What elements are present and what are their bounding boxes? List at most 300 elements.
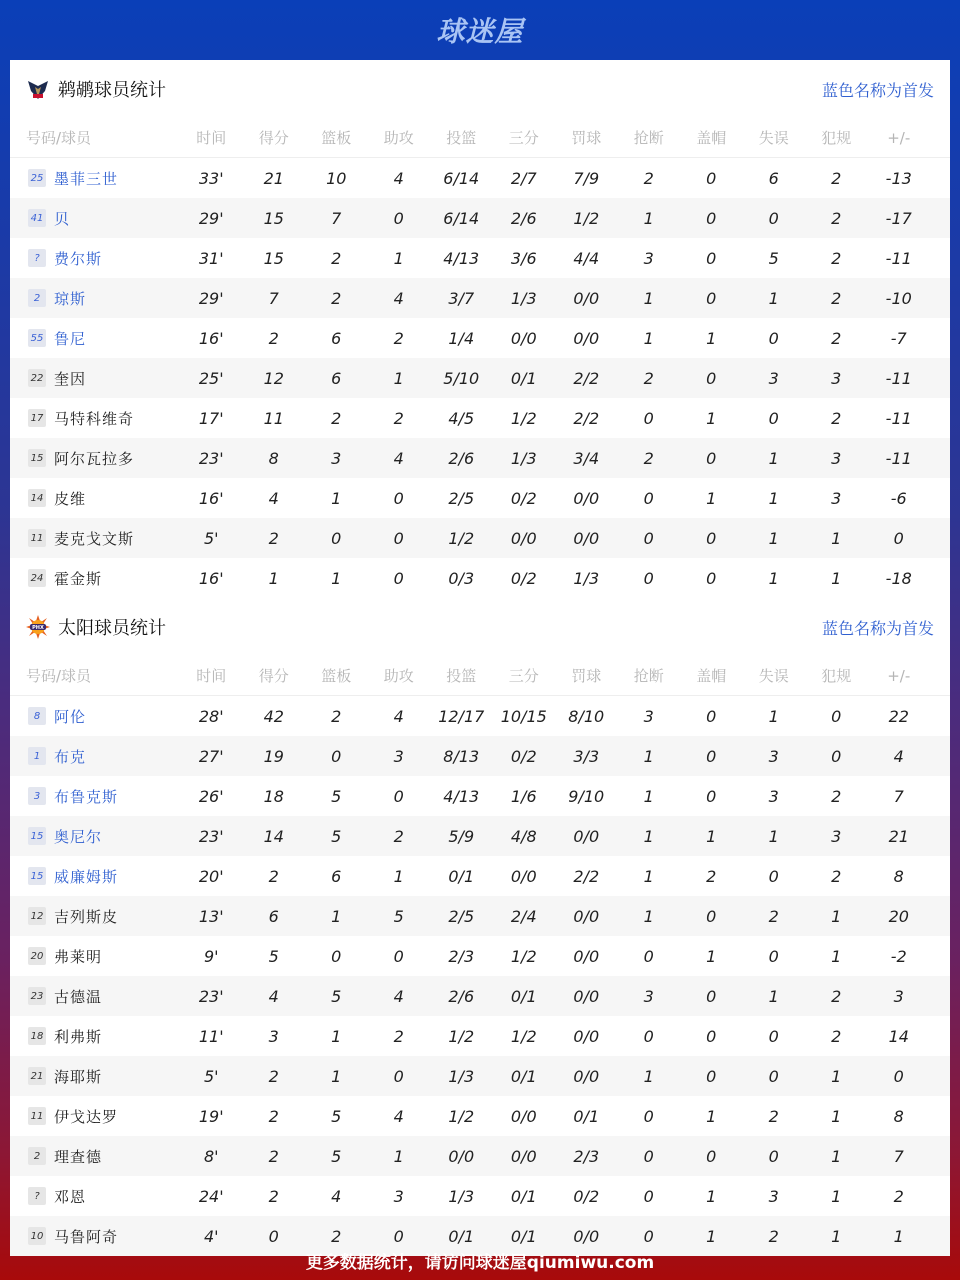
stat-cell: 3 — [831, 448, 842, 468]
stat-cell: 2 — [393, 1026, 404, 1046]
player-cell[interactable] — [10, 746, 180, 767]
stat-cell: 3 — [768, 786, 779, 806]
player-cell[interactable] — [10, 568, 180, 589]
stat-cell: 0 — [393, 568, 404, 588]
column-header: 三分 — [508, 129, 539, 147]
stat-cell: 1 — [643, 746, 654, 766]
player-name[interactable]: 古德温 — [54, 987, 103, 1006]
table-row[interactable] — [10, 398, 950, 438]
table-row[interactable] — [10, 278, 950, 318]
stat-cell: 0 — [706, 248, 717, 268]
stat-cell: 0 — [768, 328, 779, 348]
stat-cell: 4 — [393, 168, 404, 188]
stat-cell: 5 — [331, 826, 342, 846]
jersey-number-badge: 17 — [28, 409, 46, 427]
team-title — [26, 76, 166, 102]
table-row[interactable] — [10, 936, 950, 976]
stat-cell: 0 — [393, 786, 404, 806]
stat-cell: 1 — [768, 568, 779, 588]
stat-cell: 1/3 — [510, 448, 537, 468]
stat-cell: 0 — [706, 168, 717, 188]
stat-cell: 2 — [331, 248, 342, 268]
stat-cell: 27' — [198, 746, 224, 766]
stat-cell: 2/2 — [573, 866, 600, 886]
table-row[interactable] — [10, 358, 950, 398]
section-header — [10, 60, 950, 118]
player-name[interactable]: 费尔斯 — [54, 249, 103, 268]
player-cell[interactable] — [10, 826, 180, 847]
player-cell[interactable] — [10, 208, 180, 229]
stat-cell: 0/0 — [510, 328, 537, 348]
stat-cell: 0 — [706, 986, 717, 1006]
jersey-number-badge: 12 — [28, 907, 46, 925]
stat-cell: 0/0 — [573, 288, 600, 308]
stat-cell: 4 — [393, 706, 404, 726]
stat-cell: 9/10 — [568, 786, 605, 806]
stat-cell: 2/5 — [448, 906, 475, 926]
player-cell[interactable] — [10, 906, 180, 927]
stat-cell: 14 — [888, 1026, 909, 1046]
table-row[interactable] — [10, 776, 950, 816]
stat-cell: 2/5 — [448, 488, 475, 508]
stat-cell: 6/14 — [443, 208, 480, 228]
jersey-number-badge: 1 — [28, 747, 46, 765]
stat-cell: -13 — [885, 168, 912, 188]
stat-cell: 4/8 — [510, 826, 537, 846]
stat-cell: 0 — [393, 208, 404, 228]
table-row[interactable] — [10, 238, 950, 278]
jersey-number-badge: 25 — [28, 169, 46, 187]
stat-cell: 2 — [268, 1186, 279, 1206]
stat-cell: 0/1 — [510, 986, 537, 1006]
stat-cell: 0 — [706, 1066, 717, 1086]
stat-cell: 29' — [198, 288, 224, 308]
stat-cell: 15 — [263, 248, 284, 268]
stat-cell: 2 — [706, 866, 717, 886]
column-header: 助攻 — [383, 129, 414, 147]
player-name[interactable]: 皮维 — [54, 489, 87, 508]
jersey-number-badge: 20 — [28, 947, 46, 965]
stat-cell: 2 — [643, 448, 654, 468]
table-row[interactable] — [10, 736, 950, 776]
stat-cell: 0 — [706, 706, 717, 726]
table-row[interactable] — [10, 1016, 950, 1056]
player-name[interactable]: 霍金斯 — [54, 569, 103, 588]
stat-cell: 2 — [768, 1106, 779, 1126]
column-header: 篮板 — [321, 129, 352, 147]
stat-cell: 0/1 — [510, 1186, 537, 1206]
stat-cell: 6 — [331, 866, 342, 886]
stat-cell: 6 — [268, 906, 279, 926]
stat-cell: 0 — [706, 786, 717, 806]
stat-cell: 1 — [331, 906, 342, 926]
player-name[interactable]: 邓恩 — [54, 1187, 87, 1206]
player-name[interactable]: 利弗斯 — [54, 1027, 103, 1046]
column-header: 犯规 — [821, 667, 852, 685]
stat-cell: 1/3 — [573, 568, 600, 588]
stat-cell: 1 — [331, 1066, 342, 1086]
stat-cell: 1 — [768, 448, 779, 468]
column-header: 篮板 — [321, 667, 352, 685]
table-row[interactable] — [10, 896, 950, 936]
table-row[interactable] — [10, 696, 950, 736]
stat-cell: 20' — [198, 866, 224, 886]
stat-cell: 11 — [263, 408, 284, 428]
stat-cell: 0 — [331, 746, 342, 766]
player-cell[interactable] — [10, 946, 180, 967]
stat-cell: 8 — [893, 866, 904, 886]
table-row[interactable] — [10, 198, 950, 238]
stat-cell: 1 — [706, 1106, 717, 1126]
suns-logo-icon — [26, 615, 50, 639]
stat-cell: 0 — [393, 1066, 404, 1086]
table-row[interactable] — [10, 1096, 950, 1136]
stat-cell: -10 — [885, 288, 912, 308]
stat-cell: 5' — [203, 1066, 219, 1086]
stat-cell: 33' — [198, 168, 224, 188]
stat-cell: 7/9 — [573, 168, 600, 188]
stat-cell: 1 — [831, 1106, 842, 1126]
player-name[interactable]: 海耶斯 — [54, 1067, 103, 1086]
stat-cell: 5 — [331, 786, 342, 806]
pelicans-logo-icon — [26, 77, 50, 101]
table-row[interactable] — [10, 856, 950, 896]
stat-cell: 25' — [198, 368, 224, 388]
stat-cell: 12 — [263, 368, 284, 388]
jersey-number-badge: ? — [28, 249, 46, 267]
stat-cell: 3 — [643, 986, 654, 1006]
table-row[interactable] — [10, 518, 950, 558]
player-name[interactable]: 阿伦 — [54, 707, 87, 726]
stat-cell: 1 — [393, 368, 404, 388]
stat-cell: 0 — [643, 528, 654, 548]
stat-cell: 2/3 — [573, 1146, 600, 1166]
column-header: +/- — [887, 128, 911, 147]
stat-cell: 5' — [203, 528, 219, 548]
player-cell[interactable] — [10, 408, 180, 429]
stat-cell: 16' — [198, 328, 224, 348]
player-name[interactable]: 麦克戈文斯 — [54, 529, 135, 548]
column-header: 盖帽 — [696, 129, 727, 147]
stat-cell: 4/4 — [573, 248, 600, 268]
stat-cell: 2/2 — [573, 408, 600, 428]
stat-cell: 1/6 — [510, 786, 537, 806]
player-name[interactable]: 鲁尼 — [54, 329, 87, 348]
stat-cell: 4 — [893, 746, 904, 766]
jersey-number-badge: 3 — [28, 787, 46, 805]
player-cell[interactable] — [10, 168, 180, 189]
stat-cell: 4 — [393, 448, 404, 468]
stat-cell: 16' — [198, 488, 224, 508]
column-header: 时间 — [196, 129, 227, 147]
stat-cell: 6 — [331, 328, 342, 348]
stat-cell: 1/2 — [510, 946, 537, 966]
player-cell[interactable] — [10, 448, 180, 469]
player-cell[interactable] — [10, 1026, 180, 1047]
stat-cell: 2/2 — [573, 368, 600, 388]
stat-cell: 11' — [198, 1026, 224, 1046]
stat-cell: 1 — [768, 528, 779, 548]
table-row[interactable] — [10, 438, 950, 478]
jersey-number-badge: 15 — [28, 827, 46, 845]
column-header: +/- — [887, 666, 911, 685]
stat-cell: 1 — [393, 1146, 404, 1166]
player-cell[interactable] — [10, 288, 180, 309]
stat-cell: 1 — [393, 866, 404, 886]
player-cell[interactable] — [10, 986, 180, 1007]
stat-cell: 8' — [203, 1146, 219, 1166]
column-header: 失误 — [758, 667, 789, 685]
stat-cell: 1/2 — [448, 1106, 475, 1126]
table-row[interactable] — [10, 816, 950, 856]
stat-cell: 2 — [331, 1226, 342, 1246]
stat-cell: 0/1 — [510, 1066, 537, 1086]
stat-cell: 1 — [643, 826, 654, 846]
stat-cell: 1 — [831, 528, 842, 548]
player-cell[interactable] — [10, 1186, 180, 1207]
jersey-number-badge: 2 — [28, 289, 46, 307]
stat-cell: 2 — [831, 786, 842, 806]
stat-cell: 2 — [331, 706, 342, 726]
jersey-number-badge: 55 — [28, 329, 46, 347]
table-row[interactable] — [10, 1176, 950, 1216]
column-header: 失误 — [758, 129, 789, 147]
player-name[interactable]: 奎因 — [54, 369, 87, 388]
player-name[interactable]: 马特科维奇 — [54, 409, 135, 428]
stat-cell: 5 — [331, 1106, 342, 1126]
stat-cell: 2/4 — [510, 906, 537, 926]
stat-cell: 23' — [198, 986, 224, 1006]
stat-cell: 0 — [768, 1026, 779, 1046]
stat-cell: 0/0 — [573, 1226, 600, 1246]
table-row[interactable] — [10, 1056, 950, 1096]
column-headers — [10, 118, 950, 158]
stat-cell: 3 — [831, 826, 842, 846]
stat-cell: 2 — [831, 986, 842, 1006]
stat-cell: 42 — [263, 706, 284, 726]
table-row[interactable] — [10, 976, 950, 1016]
stat-cell: 2/6 — [510, 208, 537, 228]
stat-cell: 1 — [393, 248, 404, 268]
stat-cell: 0 — [706, 208, 717, 228]
player-name[interactable]: 布克 — [54, 747, 87, 766]
stat-cell: 7 — [893, 786, 904, 806]
stat-cell: 2 — [268, 1146, 279, 1166]
player-name[interactable]: 理查德 — [54, 1147, 103, 1166]
table-row[interactable] — [10, 558, 950, 598]
player-cell[interactable] — [10, 328, 180, 349]
stat-cell: 2 — [268, 528, 279, 548]
stat-cell: 8 — [893, 1106, 904, 1126]
stat-cell: 0 — [643, 1146, 654, 1166]
stat-cell: 22 — [888, 706, 909, 726]
stat-cell: 0/0 — [510, 866, 537, 886]
stat-cell: 2 — [831, 866, 842, 886]
player-cell[interactable] — [10, 248, 180, 269]
stat-cell: 0/2 — [510, 488, 537, 508]
stat-cell: 1/2 — [448, 1026, 475, 1046]
stat-cell: 0 — [768, 408, 779, 428]
stat-cell: 0/3 — [448, 568, 475, 588]
stat-cell: 0/1 — [448, 866, 475, 886]
column-header: 罚球 — [571, 129, 602, 147]
stat-cell: 3 — [268, 1026, 279, 1046]
player-name[interactable]: 弗莱明 — [54, 947, 103, 966]
stat-cell: 2 — [893, 1186, 904, 1206]
stat-cell: 5 — [768, 248, 779, 268]
stat-cell: 1/2 — [510, 408, 537, 428]
stat-cell: 4 — [268, 986, 279, 1006]
player-name[interactable]: 威廉姆斯 — [54, 867, 119, 886]
stat-cell: 0/1 — [448, 1226, 475, 1246]
stat-cell: 3 — [393, 1186, 404, 1206]
stat-cell: 1 — [643, 288, 654, 308]
stat-cell: 2 — [831, 1026, 842, 1046]
svg-text:PHX: PHX — [32, 625, 44, 631]
column-header: 盖帽 — [696, 667, 727, 685]
stat-cell: 1 — [831, 1146, 842, 1166]
stat-cell: 3/3 — [573, 746, 600, 766]
player-cell[interactable] — [10, 866, 180, 887]
stat-cell: 1 — [643, 208, 654, 228]
stat-cell: 19' — [198, 1106, 224, 1126]
stat-cell: 0/2 — [510, 746, 537, 766]
stat-cell: 4 — [393, 288, 404, 308]
stat-cell: 18 — [263, 786, 284, 806]
player-name[interactable]: 马鲁阿奇 — [54, 1227, 119, 1246]
stat-cell: 3 — [893, 986, 904, 1006]
stat-cell: 0/1 — [510, 1226, 537, 1246]
stat-cell: 10/15 — [500, 706, 547, 726]
stat-cell: 8 — [268, 448, 279, 468]
jersey-number-badge: 15 — [28, 449, 46, 467]
stat-cell: 0 — [831, 706, 842, 726]
table-row[interactable] — [10, 158, 950, 198]
stat-cell: 0/0 — [573, 488, 600, 508]
stat-cell: 0/0 — [573, 328, 600, 348]
stat-cell: 3/7 — [448, 288, 475, 308]
table-row[interactable] — [10, 1136, 950, 1176]
stat-cell: 0 — [643, 1026, 654, 1046]
stat-cell: 1/2 — [510, 1026, 537, 1046]
stat-cell: 0/2 — [573, 1186, 600, 1206]
stat-cell: 1 — [893, 1226, 904, 1246]
stat-cell: 0 — [706, 368, 717, 388]
stat-cell: 0/0 — [573, 1026, 600, 1046]
stat-cell: 20 — [888, 906, 909, 926]
stat-cell: 8/10 — [568, 706, 605, 726]
player-name[interactable]: 贝 — [54, 209, 71, 228]
player-name[interactable]: 墨菲三世 — [54, 169, 119, 188]
player-name[interactable]: 琼斯 — [54, 289, 87, 308]
stat-cell: 0/1 — [573, 1106, 600, 1126]
stat-cell: 5 — [331, 986, 342, 1006]
stat-cell: 1 — [768, 986, 779, 1006]
stat-cell: 5 — [331, 1146, 342, 1166]
stat-cell: 1 — [643, 328, 654, 348]
player-cell[interactable] — [10, 488, 180, 509]
stat-cell: 12/17 — [438, 706, 485, 726]
stat-cell: 0/0 — [573, 946, 600, 966]
stat-cell: 0 — [768, 1146, 779, 1166]
stat-cell: 0 — [706, 746, 717, 766]
stat-cell: 2 — [331, 288, 342, 308]
stat-cell: 13' — [198, 906, 224, 926]
player-cell[interactable] — [10, 368, 180, 389]
player-cell[interactable] — [10, 1106, 180, 1127]
stat-cell: 2 — [331, 408, 342, 428]
player-cell[interactable] — [10, 706, 180, 727]
stat-cell: 4 — [393, 986, 404, 1006]
stat-cell: 3 — [768, 746, 779, 766]
stat-cell: 0/2 — [510, 568, 537, 588]
stat-cell: 2/3 — [448, 946, 475, 966]
stat-cell: 1 — [706, 826, 717, 846]
stat-cell: -7 — [890, 328, 907, 348]
starter-legend: 蓝色名称为首发 — [821, 80, 934, 100]
stat-cell: 0 — [643, 1106, 654, 1126]
jersey-number-badge: ? — [28, 1187, 46, 1205]
player-cell[interactable] — [10, 786, 180, 807]
table-row[interactable] — [10, 318, 950, 358]
stat-cell: 2 — [393, 408, 404, 428]
stat-cell: 2/6 — [448, 448, 475, 468]
stat-cell: 0 — [393, 488, 404, 508]
stat-cell: 2 — [268, 328, 279, 348]
stat-cell: 0/0 — [573, 906, 600, 926]
jersey-number-badge: 21 — [28, 1067, 46, 1085]
jersey-number-badge: 8 — [28, 707, 46, 725]
stat-cell: 26' — [198, 786, 224, 806]
player-name[interactable]: 吉列斯皮 — [54, 907, 119, 926]
stat-cell: 23' — [198, 448, 224, 468]
column-header: 得分 — [258, 129, 289, 147]
stat-cell: 7 — [268, 288, 279, 308]
stat-cell: 1 — [831, 1186, 842, 1206]
team-name: 太阳球员统计 — [58, 618, 166, 639]
stat-cell: 31' — [198, 248, 224, 268]
stat-cell: 1 — [706, 1226, 717, 1246]
stat-cell: 2 — [268, 1106, 279, 1126]
stat-cell: 3 — [643, 248, 654, 268]
stat-cell: 0 — [393, 1226, 404, 1246]
stat-cell: 0 — [331, 946, 342, 966]
jersey-number-badge: 11 — [28, 529, 46, 547]
stat-cell: -2 — [890, 946, 907, 966]
stat-cell: 1 — [706, 408, 717, 428]
column-header: 抢断 — [633, 667, 664, 685]
player-cell[interactable] — [10, 1066, 180, 1087]
stat-cell: 10 — [326, 168, 347, 188]
player-name[interactable]: 奥尼尔 — [54, 827, 103, 846]
column-header: 犯规 — [821, 129, 852, 147]
player-name[interactable]: 布鲁克斯 — [54, 787, 119, 806]
stat-cell: 0 — [768, 866, 779, 886]
table-row[interactable] — [10, 478, 950, 518]
player-cell[interactable] — [10, 528, 180, 549]
stat-cell: 1 — [831, 568, 842, 588]
stat-cell: 0 — [706, 1146, 717, 1166]
stat-cell: 0/0 — [573, 528, 600, 548]
player-name[interactable]: 伊戈达罗 — [54, 1107, 119, 1126]
stat-cell: 6 — [331, 368, 342, 388]
player-name[interactable]: 阿尔瓦拉多 — [54, 449, 135, 468]
jersey-number-badge: 15 — [28, 867, 46, 885]
stat-cell: 3 — [768, 368, 779, 388]
stat-cell: 0 — [706, 906, 717, 926]
player-cell[interactable] — [10, 1146, 180, 1167]
stat-cell: 0 — [393, 528, 404, 548]
